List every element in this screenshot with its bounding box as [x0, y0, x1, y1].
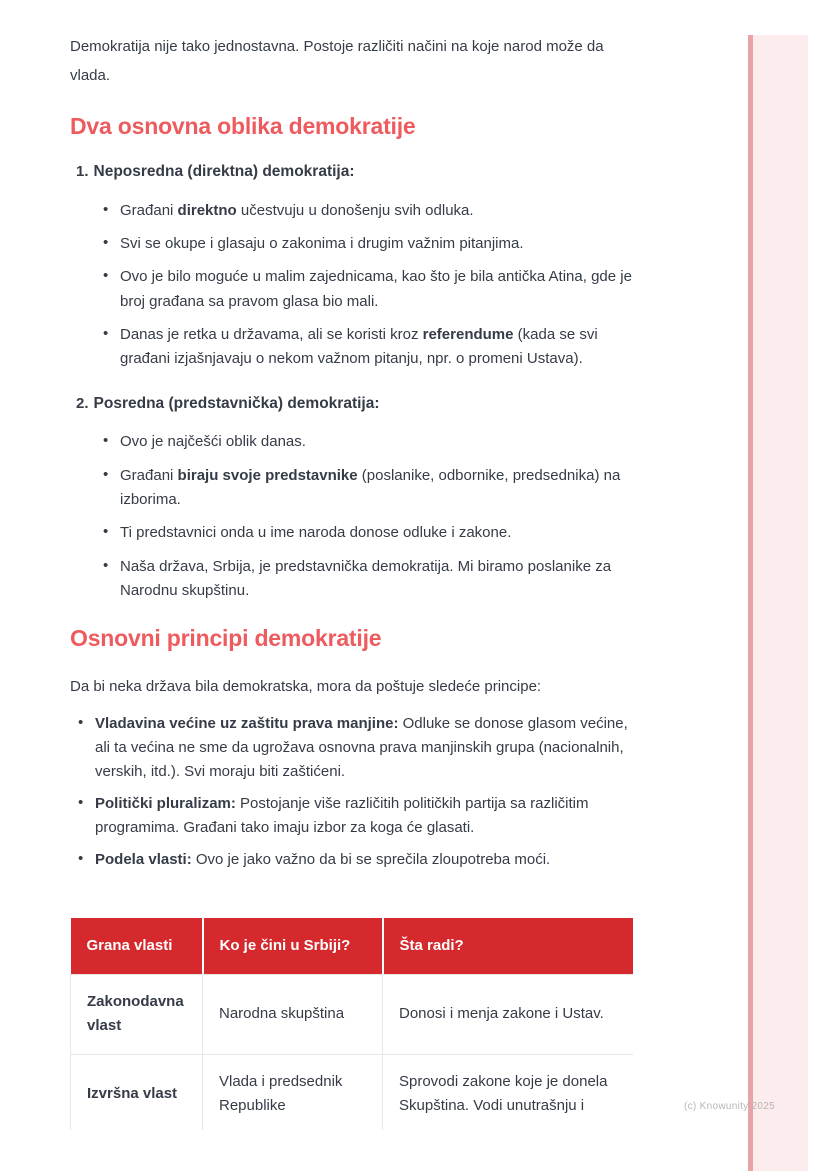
bullet-item: • Ti predstavnici onda u ime naroda donose odluke i zakone.	[103, 521, 642, 545]
bullet-item: • Građani biraju svoje predstavnike (poslanike, odbornike, predsednika) na izborima.	[103, 464, 642, 513]
header-cell-branch: Grana vlasti	[71, 918, 203, 975]
principles-lead-paragraph: Da bi neka država bila demokratska, mora da poštuje sledeće principe:	[70, 677, 542, 695]
list-item-representative-democracy	[70, 392, 642, 604]
powers-table	[70, 918, 633, 1130]
intro-paragraph: Demokratija nije tako jednostavna. Postoje različiti načini na koje narod može da vlada.	[70, 38, 604, 85]
bullet-item: • Podela vlasti: Ovo je jako važno da bi se sprečila zloupotreba moći.	[78, 848, 642, 872]
direct-democracy-bullets	[70, 199, 642, 372]
ordered-item-title	[70, 392, 642, 417]
section-heading-forms: Dva osnovna oblika demokratije	[70, 112, 416, 139]
representative-democracy-bullets	[70, 430, 642, 603]
bullet-item: • Danas je retka u državama, ali se koristi kroz referendume (kada se svi građani izjašnjavaju o nekom važnom pitanju, npr. o promeni Ustava).	[103, 323, 642, 372]
cell-branch: Izvršna vlast	[71, 1054, 203, 1130]
cell-what: Donosi i menja zakone i Ustav.	[383, 975, 634, 1055]
document-content	[70, 32, 642, 880]
forms-ordered-list	[70, 160, 642, 603]
table-row-legislative	[71, 975, 634, 1055]
bullet-item: • Svi se okupe i glasaju o zakonima i drugim važnim pitanjima.	[103, 232, 642, 256]
bullet-item: • Ovo je najčešći oblik danas.	[103, 430, 642, 454]
knowunity-watermark: (c) Knowunity 2025	[684, 1101, 776, 1112]
header-cell-who: Ko je čini u Srbiji?	[203, 918, 383, 975]
item-number: 2.	[76, 394, 89, 412]
section-heading-principles: Osnovni principi demokratije	[70, 625, 382, 652]
bullet-item: • Politički pluralizam: Postojanje više različitih političkih partija sa različitim programima. Građani tako imaju izbor za koga će glasati.	[78, 792, 642, 840]
item-title: Posredna (predstavnička) demokratija:	[93, 394, 380, 412]
bullet-item: • Građani direktno učestvuju u donošenju svih odluka.	[103, 199, 642, 223]
powers-table-container	[70, 918, 633, 1130]
cell-who: Narodna skupština	[203, 975, 383, 1055]
header-cell-what: Šta radi?	[383, 918, 634, 975]
item-number: 1.	[76, 163, 89, 181]
list-item-direct-democracy	[70, 160, 642, 372]
principles-list	[70, 712, 642, 872]
cell-what: Sprovodi zakone koje je donela Skupština. Vodi unutrašnju i	[383, 1054, 634, 1130]
cell-who: Vlada i predsednik Republike	[203, 1054, 383, 1130]
bullet-item: • Ovo je bilo moguće u malim zajednicama, kao što je bila antička Atina, gde je broj građana sa pravom glasa bio mali.	[103, 265, 642, 314]
page-edge-stripe	[748, 35, 808, 1171]
item-title: Neposredna (direktna) demokratija:	[93, 163, 355, 181]
bullet-item: • Naša država, Srbija, je predstavnička demokratija. Mi biramo poslanike za Narodnu skupštinu.	[103, 555, 642, 604]
table-row-executive	[71, 1054, 634, 1130]
table-header-row	[71, 918, 634, 975]
bullet-item: • Vladavina većine uz zaštitu prava manjine: Odluke se donose glasom većine, ali ta većina ne sme da ugrožava osnovna prava manjinskih grupa (nacionalnih, verskih, itd.). Svi moraju biti zaštićeni.	[78, 712, 642, 784]
cell-branch: Zakonodavna vlast	[71, 975, 203, 1055]
ordered-item-title	[70, 160, 642, 185]
